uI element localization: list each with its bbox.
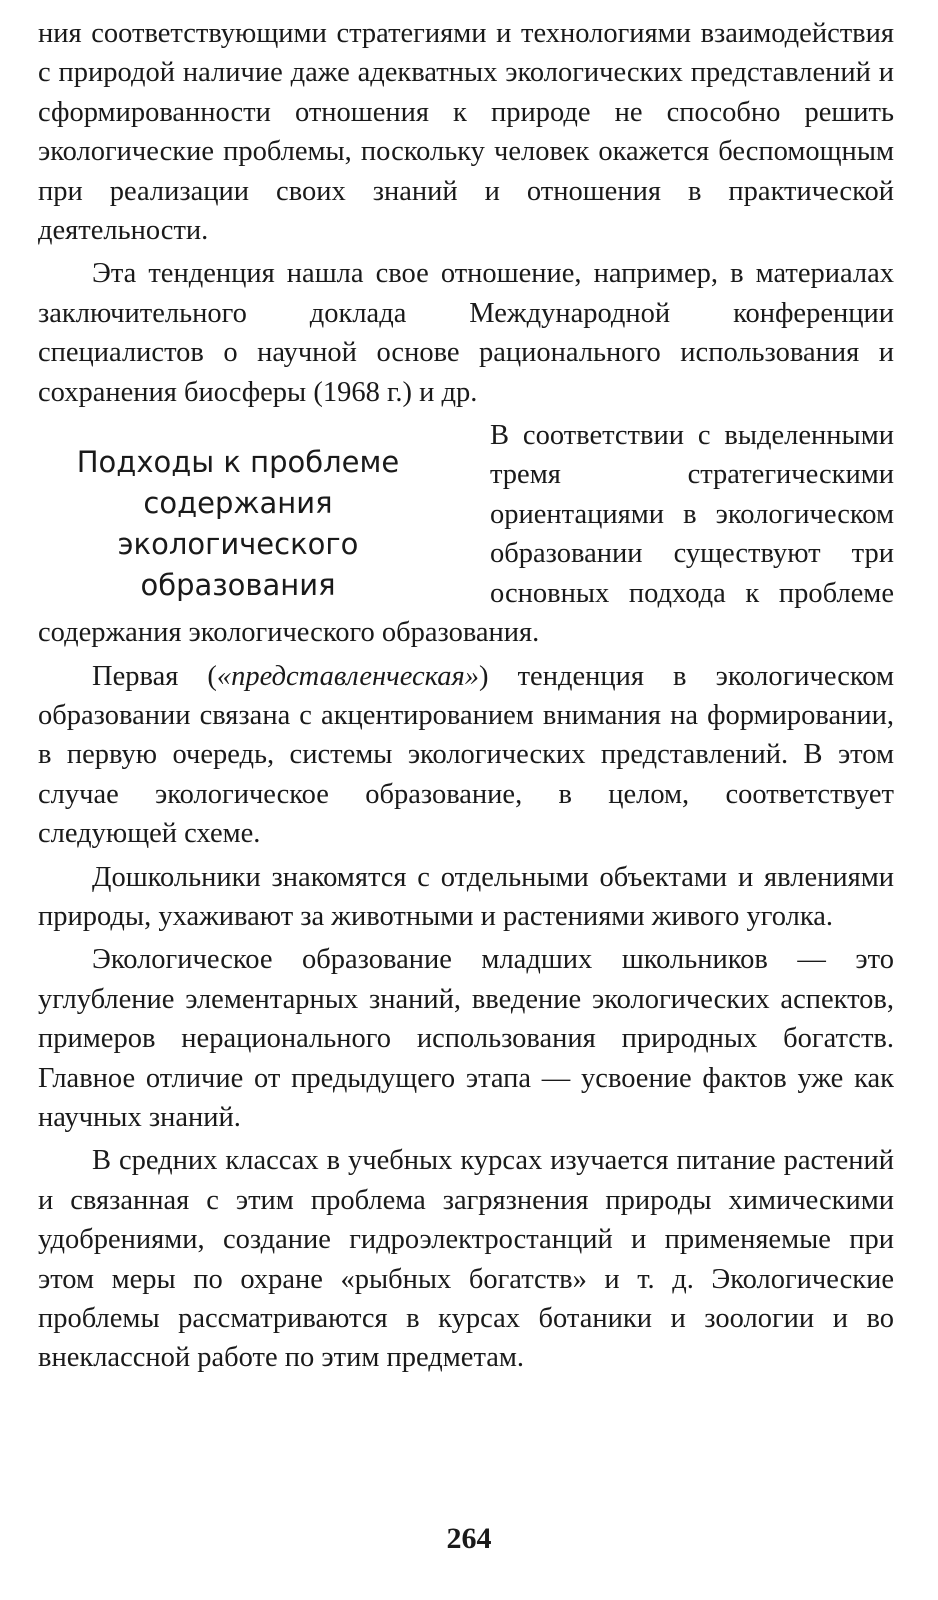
paragraph-4-start: Первая ( [92, 660, 217, 692]
paragraph-6: Экологическое образование младших школьников — это углубление элементарных знаний, введение экологических аспектов, примеров нерационального использования природных богатств. Главное отличие от предыдущего этапа — усвоение фактов уже как научных знаний. [38, 944, 894, 1133]
section-heading [38, 442, 438, 606]
section-heading-line-1: Подходы к проблеме [76, 445, 400, 480]
section-heading-line-2: содержания [143, 486, 333, 521]
paragraph-4 [38, 657, 894, 854]
paragraph-3: В соответствии с выделенными тремя стратегическими ориентациями в экологическом образовании существуют три основных подхода к проблеме содержания экологического образования. [38, 420, 894, 649]
section-heading-line-4: образования [140, 568, 336, 603]
paragraph-5: Дошкольники знакомятся с отдельными объектами и явлениями природы, ухаживают за животными и растениями живого уголка. [38, 861, 894, 932]
page-number: 264 [446, 1522, 492, 1555]
paragraph-2: Эта тенденция нашла свое отношение, например, в материалах заключительного доклада Международной конференции специалистов о научной основе рационального использования и сохранения биосферы (1968 г.) и др. [38, 258, 894, 408]
paragraph-4-rest: ) тенденция в экологическом образовании связана с акцентированием внимания на формировании, в первую очередь, системы экологических представлений. В этом случае экологическое образование, в целом, соответствует следующей схеме. [38, 660, 894, 850]
paragraph-7: В средних классах в учебных курсах изучается питание растений и связанная с этим проблема загрязнения природы химическими удобрениями, создание гидроэлектростанций и применяемые при этом меры по охране «рыбных богатств» и т. д. Экологические проблемы рассматриваются в курсах ботаники и зоологии и во внеклассной работе по этим предметам. [38, 1145, 894, 1374]
paragraph-1: ния соответствующими стратегиями и технологиями взаимодействия с природой наличие даже адекватных экологических представлений и сформированности отношения к природе не способно решить экологические проблемы, поскольку человек окажется беспомощным при реализации своих знаний и отношения в практической деятельности. [38, 18, 894, 247]
section-heading-line-3: экологического [117, 527, 359, 562]
paragraph-4-term: «представленческая» [216, 660, 480, 692]
page-content [38, 14, 894, 1378]
